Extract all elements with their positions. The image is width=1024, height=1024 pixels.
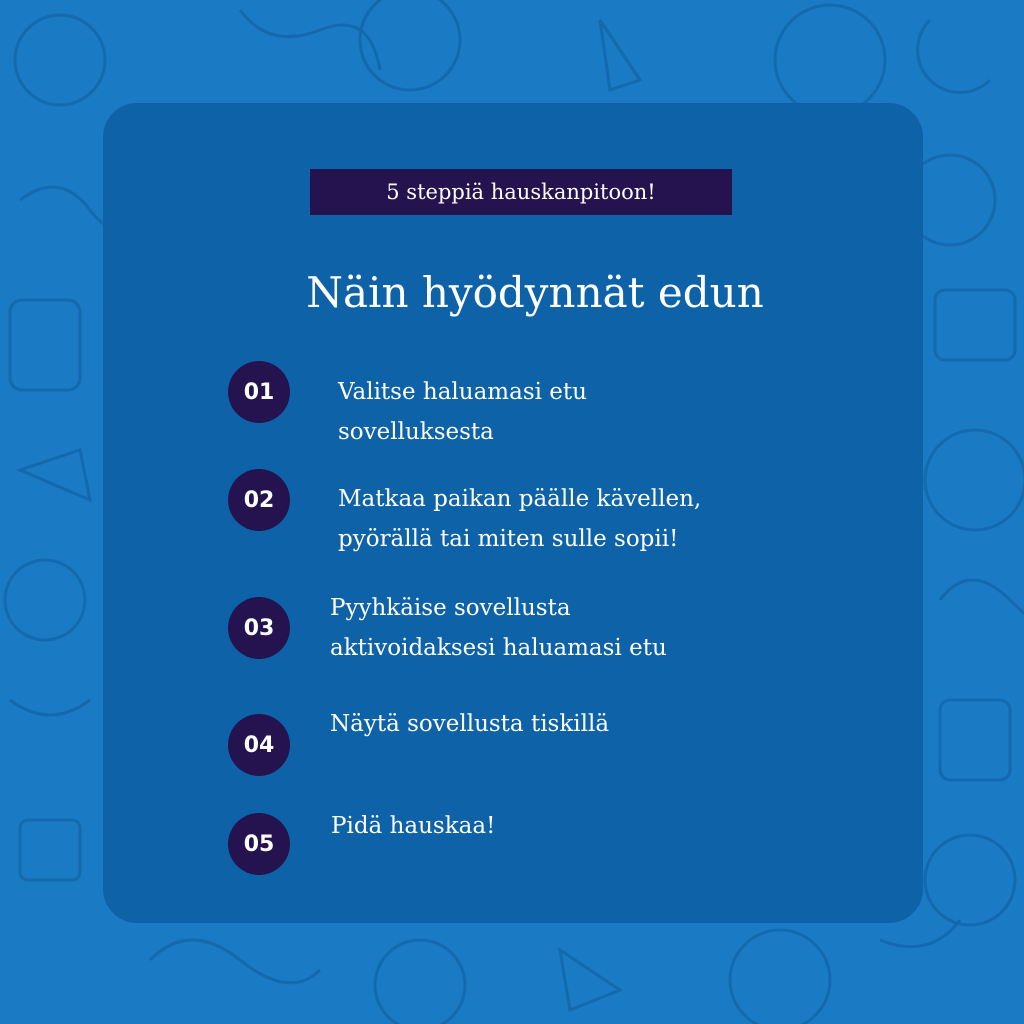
- banner: [310, 169, 732, 215]
- step-text: Valitse haluamasi etu sovelluksesta: [338, 379, 587, 445]
- step-number-badge: 02: [228, 469, 290, 531]
- step-text: Pidä hauskaa!: [331, 813, 496, 839]
- page-title: Näin hyödynnät edun: [306, 268, 764, 317]
- step-number-badge: 05: [228, 813, 290, 875]
- step-number-badge: 03: [228, 597, 290, 659]
- step-text: Näytä sovellusta tiskillä: [330, 711, 610, 737]
- step-text: Pyyhkäise sovellusta aktivoidaksesi haluamasi etu: [330, 595, 667, 661]
- step-number-badge: 01: [228, 361, 290, 423]
- step-text: Matkaa paikan päälle kävellen, pyörällä tai miten sulle sopii!: [338, 486, 702, 552]
- step-number-badge: 04: [228, 714, 290, 776]
- banner-label: 5 steppiä hauskanpitoon!: [386, 180, 656, 204]
